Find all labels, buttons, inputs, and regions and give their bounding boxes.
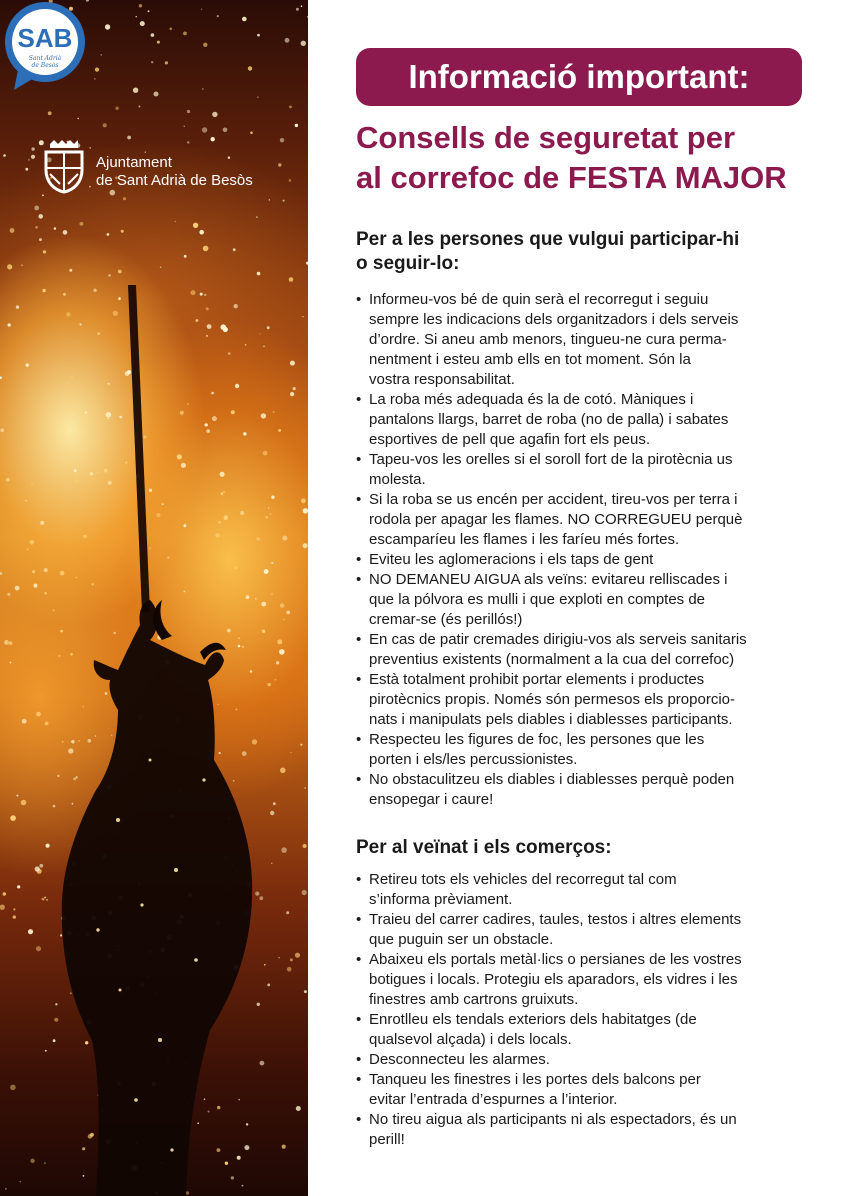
- list-item-line: La roba més adequada és la de cotó. Màniques i: [369, 391, 694, 408]
- list-item: [356, 450, 826, 490]
- title-line-1: Consells de seguretat per: [356, 120, 736, 155]
- logo-tagline-2: de Besòs: [31, 62, 59, 69]
- list-item-line: Abaixeu els portals metàl·lics o persianes de les vostres: [369, 951, 742, 968]
- bullet-mark: •: [356, 391, 362, 408]
- list-item-line: botigues i locals. Protegiu els aparadors, els vidres i les: [369, 971, 738, 988]
- list-item: [356, 950, 826, 1010]
- list-item: [356, 730, 826, 770]
- list-item: [356, 550, 826, 570]
- list-item: [356, 630, 826, 670]
- list-item-line: pirotècnics propis. Només són permesos els proporcio-: [369, 691, 735, 708]
- list-item-line: Traieu del carrer cadires, taules, testos i altres elements: [369, 911, 742, 928]
- list-item-line: s’informa prèviament.: [369, 891, 513, 908]
- list-item-line: escamparíeu les flames i les faríeu més fortes.: [369, 531, 680, 548]
- neighbours-advice-list: [356, 870, 826, 1150]
- list-item-line: pantalons llargs, barret de roba (no de palla) i sabates: [369, 411, 729, 428]
- list-item: [356, 1070, 826, 1110]
- list-item-line: Tapeu-vos les orelles si el soroll fort de la pirotècnia us: [369, 451, 733, 468]
- list-item-line: Retireu tots els vehicles del recorregut tal com: [369, 871, 677, 888]
- ajuntament-line-1: Ajuntament: [96, 154, 172, 171]
- list-item-line: esportives de pell que agafin fort els peus.: [369, 431, 651, 448]
- list-item-line: No tireu aigua als participants ni als espectadors, és un: [369, 1111, 737, 1128]
- list-item: [356, 570, 826, 630]
- bullet-mark: •: [356, 1011, 362, 1028]
- section-participants-heading: [356, 228, 826, 276]
- title-line-2: al correfoc de FESTA MAJOR: [356, 160, 787, 195]
- list-item: [356, 490, 826, 550]
- list-item: [356, 1110, 826, 1150]
- list-item: [356, 390, 826, 450]
- bullet-mark: •: [356, 1071, 362, 1088]
- list-item-line: evitar l’entrada d’espurnes a l’interior.: [369, 1091, 618, 1108]
- correfoc-photo: [0, 0, 308, 1196]
- list-item-line: Eviteu les aglomeracions i els taps de gent: [369, 551, 654, 568]
- page-title: [356, 118, 826, 198]
- bullet-mark: •: [356, 571, 362, 588]
- municipal-shield-icon: [40, 138, 88, 194]
- list-item: [356, 1050, 826, 1070]
- list-item-line: molesta.: [369, 471, 426, 488]
- ajuntament-mark: [40, 138, 290, 194]
- list-item-line: Respecteu les figures de foc, les persones que les: [369, 731, 705, 748]
- section-neighbours-heading-line: Per al veïnat i els comerços:: [356, 837, 612, 858]
- list-item-line: finestres amb cartrons gruixuts.: [369, 991, 579, 1008]
- bullet-mark: •: [356, 871, 362, 888]
- section-participants-heading-line-2: o seguir-lo:: [356, 253, 460, 274]
- list-item-line: que puguin ser un obstacle.: [369, 931, 554, 948]
- list-item: [356, 910, 826, 950]
- list-item: [356, 1010, 826, 1050]
- list-item-line: Informeu-vos bé de quin serà el recorregut i seguiu: [369, 291, 709, 308]
- ajuntament-line-2: de Sant Adrià de Besòs: [96, 172, 253, 189]
- bullet-mark: •: [356, 291, 362, 308]
- logo-abbr: SAB: [17, 23, 73, 53]
- bullet-mark: •: [356, 671, 362, 688]
- list-item-line: NO DEMANEU AIGUA als veïns: evitareu relliscades i: [369, 571, 728, 588]
- list-item-line: nats i manipulats pels diables i diablesses participants.: [369, 711, 733, 728]
- list-item-line: Si la roba se us encén per accident, tireu-vos per terra i: [369, 491, 738, 508]
- list-item-line: que la pólvora es mulli i que exploti en comptes de: [369, 591, 706, 608]
- list-item-line: Està totalment prohibit portar elements i productes: [369, 671, 705, 688]
- bullet-mark: •: [356, 551, 362, 568]
- list-item: [356, 870, 826, 910]
- list-item: [356, 670, 826, 730]
- list-item-line: preventius existents (normalment a la cua del correfoc): [369, 651, 735, 668]
- banner-title: Informació important:: [408, 58, 750, 95]
- list-item-line: Tanqueu les finestres i les portes dels balcons per: [369, 1071, 701, 1088]
- list-item-line: rodola per apagar les flames. NO CORREGUEU perquè: [369, 511, 743, 528]
- list-item-line: perill!: [369, 1131, 405, 1148]
- list-item: [356, 770, 826, 810]
- list-item-line: d’ordre. Si aneu amb menors, tingueu-ne cura perma-: [369, 331, 727, 348]
- sab-logo: [0, 0, 90, 92]
- list-item-line: sempre les indicacions dels organitzadors i dels serveis: [369, 311, 739, 328]
- bullet-mark: •: [356, 451, 362, 468]
- list-item-line: Desconnecteu les alarmes.: [369, 1051, 550, 1068]
- list-item: [356, 290, 826, 390]
- list-item-line: cremar-se (és perillós!): [369, 611, 523, 628]
- bullet-mark: •: [356, 731, 362, 748]
- ajuntament-name: [96, 154, 253, 190]
- list-item-line: qualsevol alçada) i dels locals.: [369, 1031, 572, 1048]
- participants-advice-list: [356, 290, 826, 810]
- bullet-mark: •: [356, 631, 362, 648]
- bullet-mark: •: [356, 1051, 362, 1068]
- list-item-line: ensopegar i caure!: [369, 791, 494, 808]
- bullet-mark: •: [356, 491, 362, 508]
- section-participants-heading-line-1: Per a les persones que vulgui participar-hi: [356, 229, 740, 250]
- bullet-mark: •: [356, 951, 362, 968]
- bullet-mark: •: [356, 911, 362, 928]
- list-item-line: porten i els/les percussionistes.: [369, 751, 578, 768]
- important-info-banner: [356, 48, 802, 106]
- list-item-line: nentment i esteu amb ells en tot moment. Són la: [369, 351, 691, 368]
- logo-tagline-1: Sant Adrià: [28, 55, 62, 62]
- section-neighbours-heading: [356, 836, 826, 860]
- list-item-line: Enrotlleu els tendals exteriors dels habitatges (de: [369, 1011, 697, 1028]
- bullet-mark: •: [356, 771, 362, 788]
- bullet-mark: •: [356, 1111, 362, 1128]
- list-item-line: No obstaculitzeu els diables i diablesses perquè poden: [369, 771, 735, 788]
- list-item-line: vostra responsabilitat.: [369, 371, 515, 388]
- list-item-line: En cas de patir cremades dirigiu-vos als serveis sanitaris: [369, 631, 747, 648]
